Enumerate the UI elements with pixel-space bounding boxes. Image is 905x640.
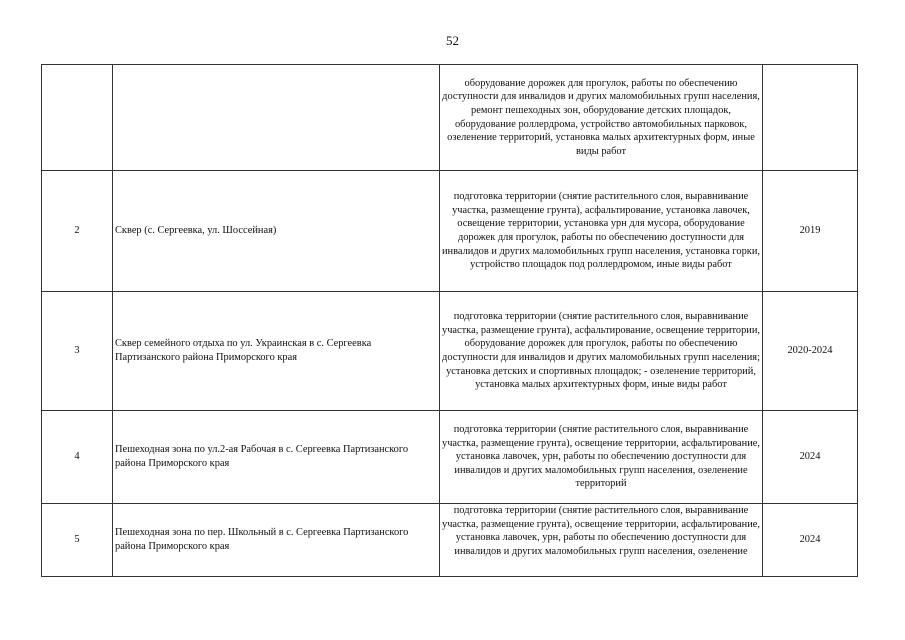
works-description: подготовка территории (снятие растительного слоя, выравнивание участка, размещение грунта), асфальтирование, освещение территории, оборудование дорожек для прогулок, работы по обеспечению доступности для инвалидов и других маломобильных групп населения; установка детских и спортивных площадок; - озеленение территорий, установка малых архитектурных форм, иные виды работ — [440, 292, 763, 411]
table-row — [42, 504, 858, 577]
implementation-year: 2020-2024 — [763, 292, 858, 411]
row-number — [42, 65, 113, 171]
implementation-year: 2024 — [763, 504, 858, 577]
table-row — [42, 65, 858, 171]
row-number: 3 — [42, 292, 113, 411]
works-description: подготовка территории (снятие растительного слоя, выравнивание участка, размещение грунта), асфальтирование, установка лавочек, освещение территории, установка урн для мусора, оборудование дорожек для прогулок, работы по обеспечению доступности для инвалидов и других маломобильных групп населения, установка горки, устройство площадок под роллердромом, иные виды работ — [440, 171, 763, 292]
works-table — [41, 64, 858, 577]
works-description: подготовка территории (снятие растительного слоя, выравнивание участка, размещение грунта), освещение территории, асфальтирование, установка лавочек, урн, работы по обеспечению доступности для инвалидов и других маломобильных групп населения, озеленение территорий — [440, 411, 763, 504]
object-name: Пешеходная зона по пер. Школьный в с. Сергеевка Партизанского района Приморского края — [113, 504, 440, 577]
works-description: подготовка территории (снятие растительного слоя, выравнивание участка, размещение грунта), освещение территории, асфальтирование, установка лавочек, урн, работы по обеспечению доступности для инвалидов и других маломобильных групп населения, озеленение — [440, 504, 763, 577]
table-row — [42, 411, 858, 504]
object-name: Сквер (с. Сергеевка, ул. Шоссейная) — [113, 171, 440, 292]
object-name: Сквер семейного отдыха по ул. Украинская в с. Сергеевка Партизанского района Приморского края — [113, 292, 440, 411]
page-number: 52 — [446, 33, 459, 48]
object-name: Пешеходная зона по ул.2-ая Рабочая в с. Сергеевка Партизанского района Приморского края — [113, 411, 440, 504]
implementation-year — [763, 65, 858, 171]
table-row — [42, 292, 858, 411]
implementation-year: 2024 — [763, 411, 858, 504]
row-number: 5 — [42, 504, 113, 577]
object-name — [113, 65, 440, 171]
implementation-year: 2019 — [763, 171, 858, 292]
row-number: 4 — [42, 411, 113, 504]
row-number: 2 — [42, 171, 113, 292]
table-row — [42, 171, 858, 292]
works-description: оборудование дорожек для прогулок, работы по обеспечению доступности для инвалидов и других маломобильных групп населения, ремонт пешеходных зон, оборудование детских площадок, оборудование роллердрома, устройство автомобильных парковок, озеленение территорий, установка малых архитектурных форм, иные виды работ — [440, 65, 763, 171]
